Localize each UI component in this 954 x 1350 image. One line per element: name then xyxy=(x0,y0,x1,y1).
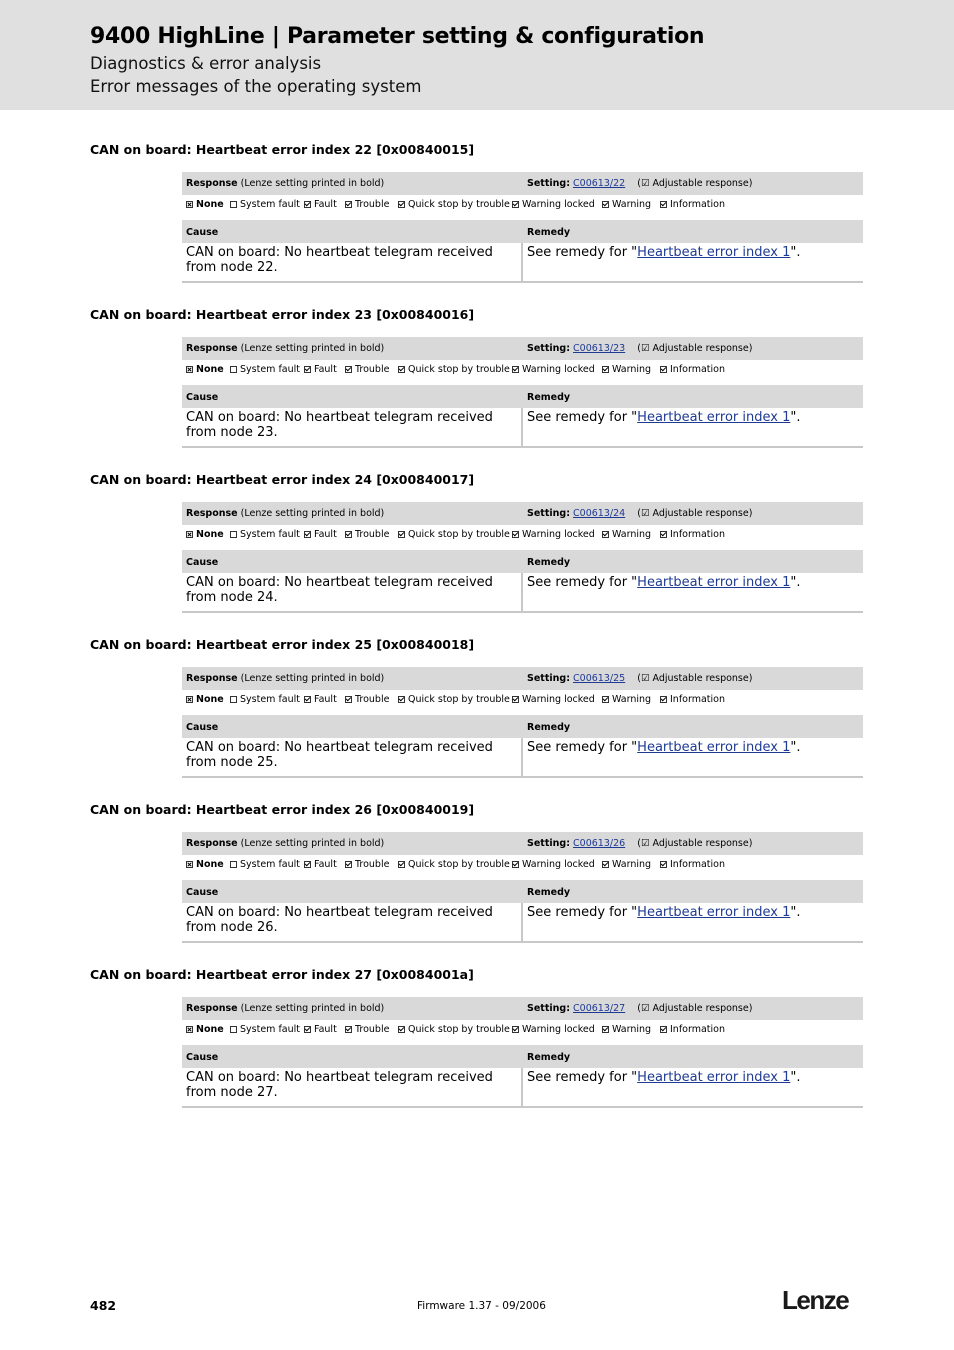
response-option-label: Information xyxy=(670,1024,725,1035)
remedy-heading: Remedy xyxy=(527,392,571,403)
response-header xyxy=(182,172,863,195)
response-option xyxy=(304,859,337,870)
error-title: CAN on board: Heartbeat error index 26 [0x00840019] xyxy=(90,802,475,817)
response-options xyxy=(182,692,863,709)
checkbox-icon xyxy=(512,861,519,868)
response-option-label: None xyxy=(196,529,224,540)
response-option-label: Warning xyxy=(612,694,652,705)
remedy-suffix: ". xyxy=(790,1070,801,1085)
checkbox-icon xyxy=(398,1026,405,1033)
response-option-label: None xyxy=(196,199,224,210)
response-header xyxy=(182,667,863,690)
cause-text: CAN on board: No heartbeat telegram received from node 24. xyxy=(186,575,493,605)
response-options xyxy=(182,197,863,214)
remedy-link[interactable]: Heartbeat error index 1 xyxy=(637,1070,791,1085)
response-note: (Lenze setting printed in bold) xyxy=(240,508,385,519)
checkbox-icon xyxy=(230,861,237,868)
error-title: CAN on board: Heartbeat error index 27 [0x0084001a] xyxy=(90,967,474,982)
cause-remedy-row xyxy=(182,738,863,778)
response-option-label: Information xyxy=(670,529,725,540)
response-option-label: Trouble xyxy=(355,859,390,870)
checkbox-icon xyxy=(512,696,519,703)
checkbox-icon xyxy=(660,861,667,868)
response-option xyxy=(512,529,595,540)
checkbox-icon xyxy=(398,366,405,373)
checkbox-icon xyxy=(304,1026,311,1033)
response-option xyxy=(304,364,337,375)
setting-label: Setting: xyxy=(527,343,570,354)
response-option xyxy=(602,529,651,540)
remedy-text xyxy=(527,1070,801,1085)
response-option xyxy=(345,529,389,540)
cause-remedy-row xyxy=(182,1068,863,1108)
cause-text: CAN on board: No heartbeat telegram received from node 27. xyxy=(186,1070,493,1100)
response-option xyxy=(602,1024,651,1035)
response-option-label: Warning xyxy=(612,529,652,540)
checkbox-icon xyxy=(602,861,609,868)
response-option-label: Trouble xyxy=(355,199,390,210)
response-option-label: Warning xyxy=(612,859,652,870)
remedy-link[interactable]: Heartbeat error index 1 xyxy=(637,245,791,260)
remedy-text xyxy=(527,575,801,590)
cause-remedy-header xyxy=(182,385,863,408)
checkbox-icon xyxy=(398,531,405,538)
error-section xyxy=(0,967,954,1117)
column-divider xyxy=(521,903,523,941)
cause-remedy-row xyxy=(182,903,863,943)
response-option xyxy=(512,364,595,375)
response-option-label: Fault xyxy=(314,529,337,540)
response-option-label: Quick stop by trouble xyxy=(408,529,510,540)
checkbox-icon xyxy=(602,696,609,703)
section-title: Error messages of the operating system xyxy=(90,77,422,96)
checkbox-icon xyxy=(512,531,519,538)
response-option-label: System fault xyxy=(240,364,300,375)
cause-heading: Cause xyxy=(186,887,219,898)
cause-heading: Cause xyxy=(186,1052,219,1063)
response-option xyxy=(398,1024,510,1035)
checkbox-icon xyxy=(186,861,193,868)
checkbox-icon xyxy=(230,201,237,208)
response-option-label: Warning xyxy=(612,1024,652,1035)
response-note: (Lenze setting printed in bold) xyxy=(240,838,385,849)
checkbox-icon xyxy=(398,696,405,703)
checkbox-icon xyxy=(345,201,352,208)
setting-label: Setting: xyxy=(527,1003,570,1014)
response-option xyxy=(230,694,300,705)
response-option xyxy=(186,1024,224,1035)
response-label: Response xyxy=(186,1003,238,1014)
response-header xyxy=(182,997,863,1020)
error-section xyxy=(0,637,954,787)
response-option xyxy=(512,1024,595,1035)
adjustable-note: (☑ Adjustable response) xyxy=(637,508,753,519)
remedy-link[interactable]: Heartbeat error index 1 xyxy=(637,740,791,755)
setting-label: Setting: xyxy=(527,838,570,849)
cause-heading: Cause xyxy=(186,227,219,238)
remedy-text xyxy=(527,245,801,260)
response-option-label: Quick stop by trouble xyxy=(408,199,510,210)
remedy-text xyxy=(527,905,801,920)
checkbox-icon xyxy=(186,531,193,538)
checkbox-icon xyxy=(398,861,405,868)
checkbox-icon xyxy=(660,1026,667,1033)
setting-code-link[interactable]: C00613/26 xyxy=(573,838,626,849)
checkbox-icon xyxy=(186,201,193,208)
error-title: CAN on board: Heartbeat error index 25 [0x00840018] xyxy=(90,637,475,652)
chapter-title: Diagnostics & error analysis xyxy=(90,54,322,73)
response-option-label: Fault xyxy=(314,1024,337,1035)
response-option-label: Warning locked xyxy=(522,859,595,870)
response-option-label: Trouble xyxy=(355,1024,390,1035)
error-section xyxy=(0,307,954,457)
response-option-label: None xyxy=(196,859,224,870)
response-option xyxy=(660,859,725,870)
remedy-suffix: ". xyxy=(790,740,801,755)
response-option xyxy=(304,529,337,540)
page-title: 9400 HighLine | Parameter setting & configuration xyxy=(90,24,705,49)
response-option xyxy=(230,529,300,540)
checkbox-icon xyxy=(304,366,311,373)
cause-text: CAN on board: No heartbeat telegram received from node 25. xyxy=(186,740,493,770)
response-option xyxy=(186,529,224,540)
remedy-link[interactable]: Heartbeat error index 1 xyxy=(637,905,791,920)
error-section xyxy=(0,472,954,622)
response-option xyxy=(512,199,595,210)
error-title: CAN on board: Heartbeat error index 22 [0x00840015] xyxy=(90,142,475,157)
checkbox-icon xyxy=(186,696,193,703)
response-option xyxy=(345,859,389,870)
checkbox-icon xyxy=(304,201,311,208)
checkbox-icon xyxy=(345,861,352,868)
response-option-label: Information xyxy=(670,859,725,870)
response-option xyxy=(512,694,595,705)
remedy-text xyxy=(527,740,801,755)
response-options xyxy=(182,1022,863,1039)
checkbox-icon xyxy=(345,696,352,703)
response-option-label: Trouble xyxy=(355,364,390,375)
response-option-label: Quick stop by trouble xyxy=(408,364,510,375)
response-option xyxy=(660,694,725,705)
response-option xyxy=(602,859,651,870)
response-label: Response xyxy=(186,343,238,354)
response-option-label: System fault xyxy=(240,694,300,705)
response-option xyxy=(398,859,510,870)
response-label: Response xyxy=(186,178,238,189)
response-option-label: Information xyxy=(670,694,725,705)
cause-remedy-header xyxy=(182,220,863,243)
response-option-label: None xyxy=(196,694,224,705)
response-option xyxy=(186,694,224,705)
response-option xyxy=(230,199,300,210)
remedy-prefix: See remedy for " xyxy=(527,410,638,425)
response-option-label: None xyxy=(196,1024,224,1035)
response-note: (Lenze setting printed in bold) xyxy=(240,178,385,189)
setting-label: Setting: xyxy=(527,178,570,189)
page-header xyxy=(0,0,954,110)
response-note: (Lenze setting printed in bold) xyxy=(240,673,385,684)
response-option xyxy=(602,364,651,375)
response-option-label: System fault xyxy=(240,529,300,540)
response-option-label: Trouble xyxy=(355,529,390,540)
setting-label: Setting: xyxy=(527,673,570,684)
cause-remedy-header xyxy=(182,550,863,573)
response-option xyxy=(602,694,651,705)
cause-remedy-header xyxy=(182,880,863,903)
checkbox-icon xyxy=(660,531,667,538)
checkbox-icon xyxy=(512,201,519,208)
error-section xyxy=(0,802,954,952)
response-option xyxy=(345,694,389,705)
response-option xyxy=(186,859,224,870)
remedy-prefix: See remedy for " xyxy=(527,245,638,260)
response-option-label: Fault xyxy=(314,859,337,870)
response-option xyxy=(512,859,595,870)
response-option xyxy=(304,199,337,210)
remedy-heading: Remedy xyxy=(527,227,571,238)
adjustable-note: (☑ Adjustable response) xyxy=(637,838,753,849)
remedy-link[interactable]: Heartbeat error index 1 xyxy=(637,575,791,590)
remedy-suffix: ". xyxy=(790,575,801,590)
response-option xyxy=(345,364,389,375)
cause-heading: Cause xyxy=(186,392,219,403)
response-option xyxy=(230,859,300,870)
response-header xyxy=(182,832,863,855)
response-option xyxy=(230,1024,300,1035)
adjustable-note: (☑ Adjustable response) xyxy=(637,178,753,189)
response-options xyxy=(182,527,863,544)
cause-remedy-row xyxy=(182,573,863,613)
checkbox-icon xyxy=(345,366,352,373)
response-option xyxy=(304,1024,337,1035)
remedy-link[interactable]: Heartbeat error index 1 xyxy=(637,410,791,425)
checkbox-icon xyxy=(602,531,609,538)
response-option xyxy=(230,364,300,375)
checkbox-icon xyxy=(602,1026,609,1033)
adjustable-note: (☑ Adjustable response) xyxy=(637,343,753,354)
firmware-version: Firmware 1.37 - 09/2006 xyxy=(417,1300,546,1312)
checkbox-icon xyxy=(230,366,237,373)
checkbox-icon xyxy=(186,366,193,373)
response-option-label: Quick stop by trouble xyxy=(408,859,510,870)
error-section xyxy=(0,142,954,292)
checkbox-icon xyxy=(345,531,352,538)
response-option-label: Warning locked xyxy=(522,199,595,210)
column-divider xyxy=(521,408,523,446)
remedy-heading: Remedy xyxy=(527,557,571,568)
remedy-heading: Remedy xyxy=(527,722,571,733)
response-option-label: Trouble xyxy=(355,694,390,705)
response-header xyxy=(182,502,863,525)
response-option-label: Warning xyxy=(612,199,652,210)
checkbox-icon xyxy=(230,531,237,538)
adjustable-note: (☑ Adjustable response) xyxy=(637,1003,753,1014)
remedy-suffix: ". xyxy=(790,905,801,920)
response-option-label: System fault xyxy=(240,859,300,870)
error-title: CAN on board: Heartbeat error index 23 [0x00840016] xyxy=(90,307,475,322)
cause-text: CAN on board: No heartbeat telegram received from node 23. xyxy=(186,410,493,440)
remedy-heading: Remedy xyxy=(527,1052,571,1063)
remedy-suffix: ". xyxy=(790,245,801,260)
response-option xyxy=(304,694,337,705)
cause-text: CAN on board: No heartbeat telegram received from node 26. xyxy=(186,905,493,935)
cause-remedy-header xyxy=(182,715,863,738)
column-divider xyxy=(521,738,523,776)
remedy-suffix: ". xyxy=(790,410,801,425)
cause-text: CAN on board: No heartbeat telegram received from node 22. xyxy=(186,245,493,275)
remedy-prefix: See remedy for " xyxy=(527,575,638,590)
response-note: (Lenze setting printed in bold) xyxy=(240,1003,385,1014)
cause-heading: Cause xyxy=(186,557,219,568)
response-option-label: Warning xyxy=(612,364,652,375)
setting-code-link[interactable]: C00613/24 xyxy=(573,508,626,519)
cause-remedy-row xyxy=(182,243,863,283)
setting-label: Setting: xyxy=(527,508,570,519)
remedy-text xyxy=(527,410,801,425)
remedy-heading: Remedy xyxy=(527,887,571,898)
response-option xyxy=(186,199,224,210)
cause-remedy-row xyxy=(182,408,863,448)
response-option xyxy=(186,364,224,375)
remedy-prefix: See remedy for " xyxy=(527,905,638,920)
response-option xyxy=(398,199,510,210)
page-number: 482 xyxy=(90,1298,117,1313)
response-option xyxy=(398,529,510,540)
cause-heading: Cause xyxy=(186,722,219,733)
checkbox-icon xyxy=(304,861,311,868)
svg-text:Lenze: Lenze xyxy=(782,1286,849,1314)
response-option-label: Fault xyxy=(314,694,337,705)
response-option-label: Information xyxy=(670,199,725,210)
response-note: (Lenze setting printed in bold) xyxy=(240,343,385,354)
response-options xyxy=(182,362,863,379)
response-option-label: System fault xyxy=(240,199,300,210)
response-label: Response xyxy=(186,673,238,684)
checkbox-icon xyxy=(345,1026,352,1033)
response-option-label: Warning locked xyxy=(522,694,595,705)
checkbox-icon xyxy=(230,1026,237,1033)
checkbox-icon xyxy=(398,201,405,208)
lenze-logo xyxy=(782,1286,862,1314)
response-option xyxy=(398,694,510,705)
checkbox-icon xyxy=(512,1026,519,1033)
cause-remedy-header xyxy=(182,1045,863,1068)
response-option xyxy=(660,1024,725,1035)
response-option-label: Warning locked xyxy=(522,529,595,540)
checkbox-icon xyxy=(304,531,311,538)
response-option-label: Fault xyxy=(314,364,337,375)
column-divider xyxy=(521,1068,523,1106)
column-divider xyxy=(521,243,523,281)
response-option-label: Information xyxy=(670,364,725,375)
response-option xyxy=(660,199,725,210)
response-option-label: Quick stop by trouble xyxy=(408,1024,510,1035)
response-option-label: None xyxy=(196,364,224,375)
response-option xyxy=(660,529,725,540)
response-option xyxy=(345,1024,389,1035)
checkbox-icon xyxy=(602,366,609,373)
column-divider xyxy=(521,573,523,611)
checkbox-icon xyxy=(186,1026,193,1033)
error-title: CAN on board: Heartbeat error index 24 [0x00840017] xyxy=(90,472,475,487)
response-option xyxy=(398,364,510,375)
response-option xyxy=(660,364,725,375)
checkbox-icon xyxy=(602,201,609,208)
checkbox-icon xyxy=(660,201,667,208)
checkbox-icon xyxy=(660,366,667,373)
adjustable-note: (☑ Adjustable response) xyxy=(637,673,753,684)
response-option-label: Warning locked xyxy=(522,364,595,375)
response-label: Response xyxy=(186,838,238,849)
response-option-label: System fault xyxy=(240,1024,300,1035)
setting-code-link[interactable]: C00613/23 xyxy=(573,343,626,354)
setting-code-link[interactable]: C00613/25 xyxy=(573,673,626,684)
remedy-prefix: See remedy for " xyxy=(527,740,638,755)
response-option xyxy=(602,199,651,210)
response-label: Response xyxy=(186,508,238,519)
setting-code-link[interactable]: C00613/27 xyxy=(573,1003,626,1014)
response-option-label: Warning locked xyxy=(522,1024,595,1035)
response-option xyxy=(345,199,389,210)
checkbox-icon xyxy=(304,696,311,703)
response-options xyxy=(182,857,863,874)
setting-code-link[interactable]: C00613/22 xyxy=(573,178,626,189)
response-header xyxy=(182,337,863,360)
response-option-label: Fault xyxy=(314,199,337,210)
remedy-prefix: See remedy for " xyxy=(527,1070,638,1085)
checkbox-icon xyxy=(230,696,237,703)
checkbox-icon xyxy=(512,366,519,373)
checkbox-icon xyxy=(660,696,667,703)
response-option-label: Quick stop by trouble xyxy=(408,694,510,705)
